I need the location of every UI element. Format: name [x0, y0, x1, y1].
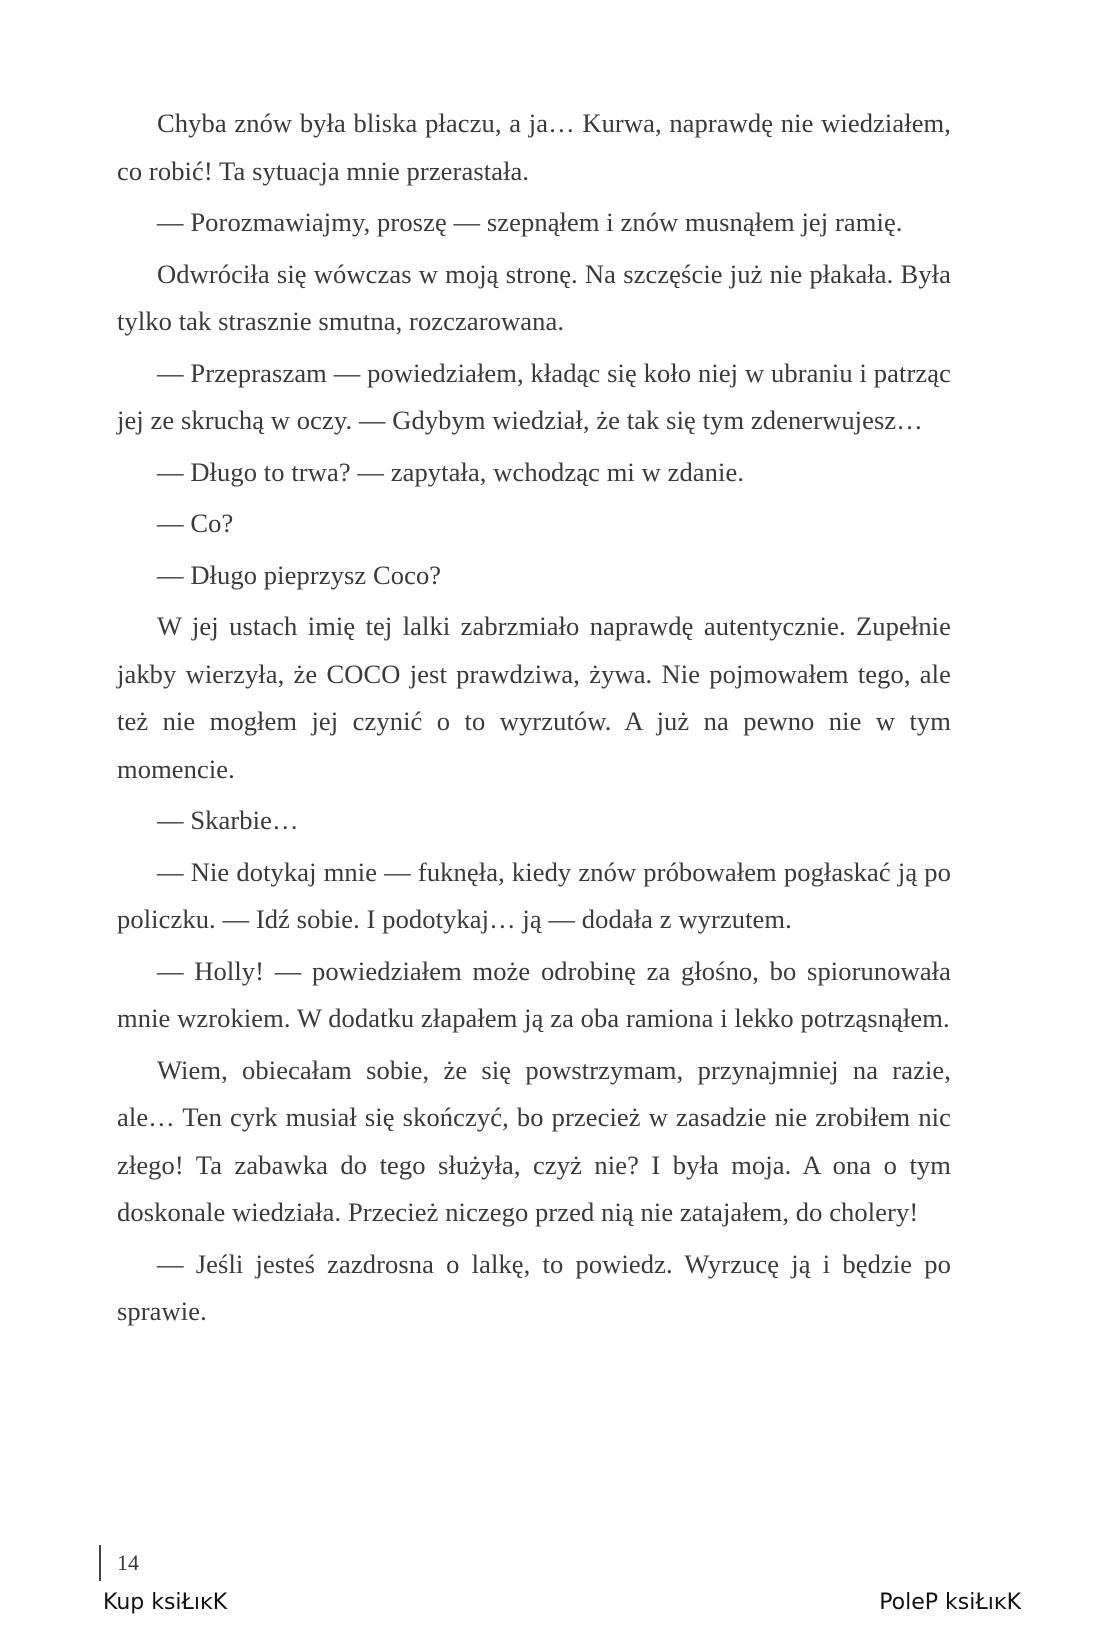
paragraph: Chyba znów była bliska płaczu, a ja… Kurwa, naprawdę nie wiedziałem, co robić! Ta sytuacja mnie przerastała.	[117, 108, 951, 186]
page-number-block	[99, 1545, 139, 1581]
paragraph: — Długo pieprzysz Coco?	[157, 559, 442, 590]
paragraph: — Jeśli jesteś zazdrosna o lalkę, to powiedz. Wyrzucę ją i będzie po sprawie.	[117, 1248, 951, 1326]
paragraph: — Co?	[157, 508, 234, 538]
paragraph: — Holly! — powiedziałem może odrobinę za głośno, bo spiorunowała mnie wzrokiem. W dodatku złapałem ją za oba ramiona i lekko potrząsnąłem.	[117, 955, 951, 1033]
paragraph: — Długo to trwa? — zapytała, wchodząc mi w zdanie.	[157, 456, 745, 487]
recommend-book-link[interactable]: PoleP ksiŁıĸK	[879, 1590, 1021, 1615]
page-number-rule	[99, 1545, 101, 1581]
paragraph: Odwróciła się wówczas w moją stronę. Na szczęście już nie płakała. Była tylko tak strasznie smutna, rozczarowana.	[117, 258, 951, 336]
body-text	[117, 100, 951, 1340]
paragraph: — Skarbie…	[157, 805, 299, 835]
buy-book-link[interactable]: Kup ksiŁıĸK	[103, 1590, 228, 1615]
paragraph: Wiem, obiecałam sobie, że się powstrzymam, przynajmniej na razie, ale… Ten cyrk musiał się skończyć, bo przecież w zasadzie nie zrobiłem nic złego! Ta zabawka do tego służyła, czyż nie? I była moja. A ona o tym doskonale wiedziała. Przecież niczego przed nią nie zatajałem, do cholery!	[117, 1054, 951, 1227]
paragraph: — Przepraszam — powiedziałem, kładąc się koło niej w ubraniu i patrząc jej ze skruchą w oczy. — Gdybym wiedział, że tak się tym zdenerwujesz…	[117, 357, 951, 435]
paragraph: — Porozmawiajmy, proszę — szepnąłem i znów musnąłem jej ramię.	[157, 207, 903, 237]
page-number: 14	[117, 1550, 139, 1575]
paragraph: W jej ustach imię tej lalki zabrzmiało naprawdę autentycznie. Zupełnie jakby wierzyła, że COCO jest prawdziwa, żywa. Nie pojmowałem tego, ale też nie mogłem jej czynić o to wyrzutów. A już na pewno nie w tym momencie.	[117, 611, 951, 784]
paragraph: — Nie dotykaj mnie — fuknęła, kiedy znów próbowałem pogłaskać ją po policzku. — Idź sobie. I podotykaj… ją — dodała z wyrzutem.	[117, 856, 951, 934]
